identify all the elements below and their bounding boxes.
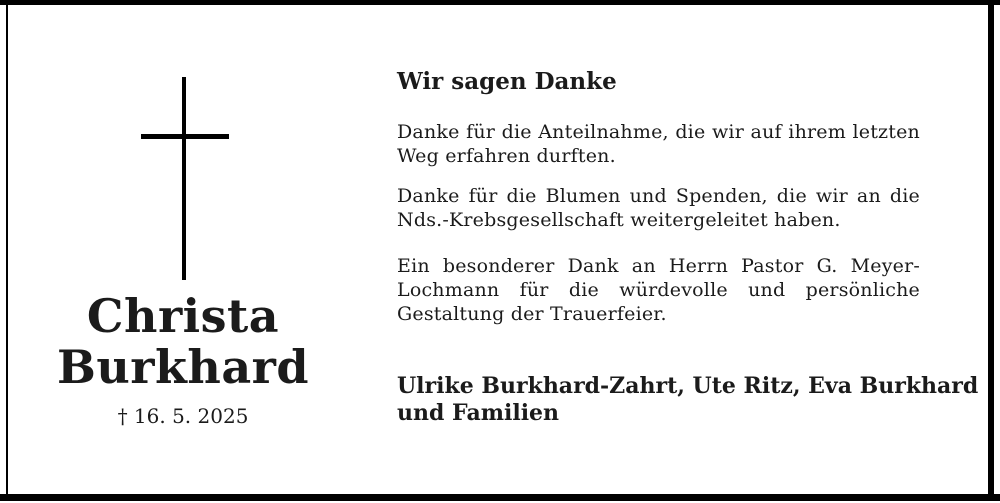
deceased-name	[33, 291, 333, 393]
latin-cross-icon	[141, 77, 229, 280]
thanks-heading: Wir sagen Danke	[397, 68, 617, 95]
text-line: Lochmann für die würdevolle und persönliche	[397, 279, 920, 301]
signature-line-1: Ulrike Burkhard-Zahrt, Ute Ritz, Eva Burkhard	[397, 373, 979, 399]
signature-line-2: und Familien	[397, 400, 560, 426]
text-line: Danke für die Anteilnahme, die wir auf ihrem letzten	[397, 121, 920, 143]
deceased-first-name: Christa	[86, 289, 280, 343]
thanks-paragraph-1	[397, 120, 920, 168]
text-line: Ein besonderer Dank an Herrn Pastor G. Meyer-	[397, 255, 920, 277]
signature-names	[397, 373, 979, 427]
deceased-last-name: Burkhard	[56, 340, 310, 394]
notice-border-left	[6, 5, 8, 494]
text-line: Weg erfahren durften.	[397, 145, 616, 167]
notice-border-right	[988, 5, 994, 494]
text-line: Nds.-Krebsgesellschaft weitergeleitet haben.	[397, 209, 841, 231]
thanks-paragraph-2	[397, 184, 920, 232]
thanks-paragraph-3	[397, 254, 920, 326]
death-date: † 16. 5. 2025	[117, 404, 249, 428]
text-line: Gestaltung der Trauerfeier.	[397, 303, 667, 325]
thanks-text-column	[397, 0, 979, 503]
text-line: Danke für die Blumen und Spenden, die wir an die	[397, 185, 920, 207]
